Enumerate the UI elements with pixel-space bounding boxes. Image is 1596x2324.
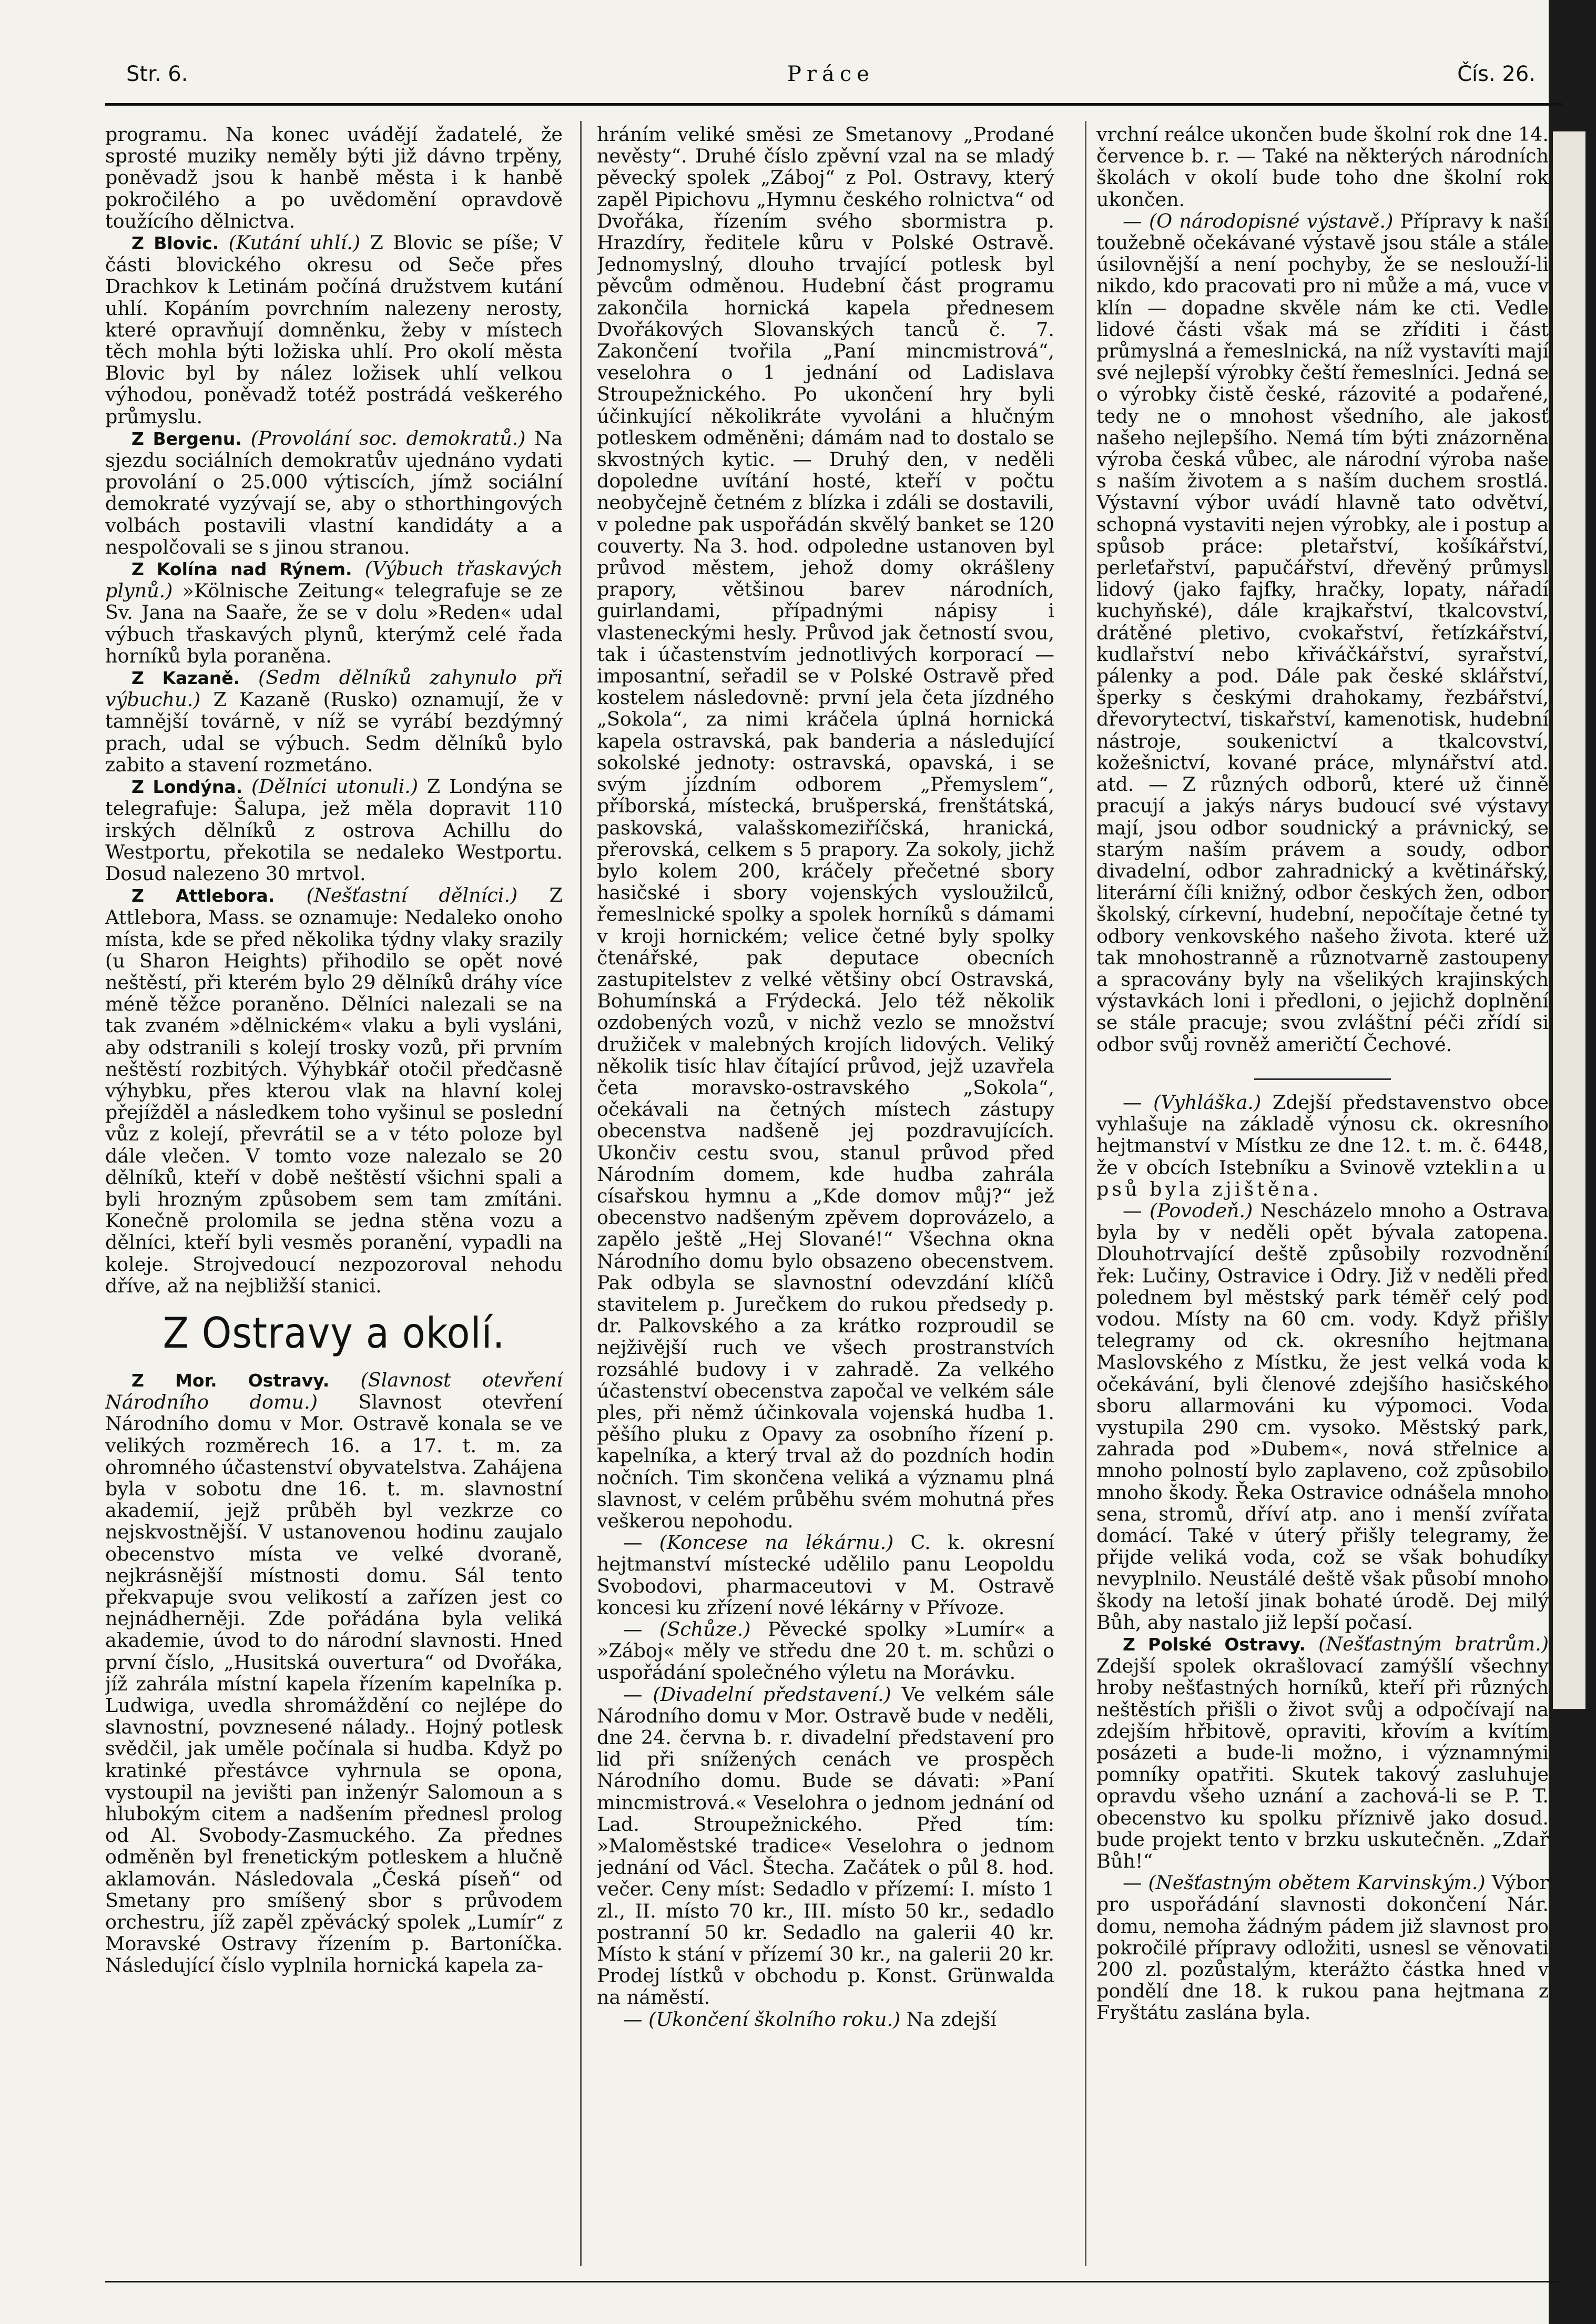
article-subheading: (Nešťastným bratrům.) [1318, 1633, 1549, 1656]
article-polska-ostrava [1096, 1633, 1549, 1872]
article-subheading: (Ukončení školního roku.) [648, 2007, 901, 2031]
column-2 [597, 124, 1054, 2258]
column-1 [105, 124, 563, 2258]
article-subheading: (Dělníci utonuli.) [251, 775, 419, 798]
footer-rule [105, 2281, 1562, 2282]
article-subheading: (Výbuch třaskavých plynů.) [105, 557, 563, 603]
issue-number: Čís. 26. [1457, 62, 1536, 86]
article-subheading: (Nešťastným obětem Karvinským.) [1148, 1871, 1486, 1894]
article-heading: Z Blovic. [131, 233, 219, 254]
section-title: Z Ostravy a okolí. [162, 1308, 505, 1358]
article-text: programu. Na konec uvádějí žadatelé, že sprosté muziky neměly býti již dávno trpěny, poněvadž jsou k hanbě města i k hanbě pokročilého a po uvědomění opravdově toužícího dělnictva. [105, 124, 563, 232]
article-body: Nescházelo mnoho a Ostrava byla by v neděli opět bývala zatopena. Dlouhotrvající deště způsobily rozvodnění řek: Lučiny, Ostravice i Odry. Již v neděli před polednem byl městský park téměř celý pod vodou. Místy na 60 cm. vody. Když přišly telegramy od ck. okresního hejtmana Maslovského z Místku, že jest velká voda k očekávání, byli členové zdejšího hasičského sboru allarmováni ku výpomoci. Voda vystupila 290 cm. vysoko. Městský park, zahrada pod »Dubem«, nová střelnice a mnoho polností bylo zaplaveno, což způsobilo mnoho škody. Řeka Ostravice odnášela mnoho sena, stromů, dříví atp. ano i menší zvířata domácí. Také v úterý přišly telegramy, že přijde veliká voda, což se však bohudíky nevyplnilo. Neustálé deště však působí mnoho škody na letoší jinak bohaté úrodě. Dej milý Bůh, aby nastalo již lepší počasí. [1096, 1199, 1549, 1634]
page-edge [1549, 0, 1596, 2324]
article-body-spaced: ina u psů byla zjištěna. [1096, 1156, 1549, 1200]
article-text: hráním veliké směsi ze Smetanovy „Prodané nevěsty“. Druhé číslo zpěvní vzal na se mladý pěvecký spolek „Záboj“ z Pol. Ostravy, který zapěl Pipichovu „Hymnu českého rolnictva“ od Dvořáka, řízením svého sbormistra p. Hrazdíry, ředitele kůru v Polské Ostravě. Jednomyslný, dlouho trvající potlesk byl pěvcům odměnou. Hudební část programu zakončila hornická kapela přednesem Dvořákových Slovanských tanců č. 7. Zakončení tvořila „Paní mincmistrová“, veselohra o 1 jednání od Ladislava Stroupežnického. Po ukončení hry byli účinkující několikráte vyvoláni a hlučným potleskem odměněni; dámám nad to dostalo se skvostných kytic. — Druhý den, v neděli dopoledne uvítání hosté, kteří v počtu neobyčejně četném z blízka i zdáli se dostavili, v poledne pak uspořádán skvělý banket se 120 couverty. Na 3. hod. odpoledne ustanoven byl průvod městem, jehož domy okrášleny prapory, většinou barev národních, guirlandami, případnými nápisy i vlasteneckými hesly. Průvod jak četností svou, tak i účastenstvím jednotlivých korporací — imposantní, seřadil se v Polské Ostravě před kostelem následovně: první jela četa jízdného „Sokola“, za nimi kráčela úplná hornická kapela ostravská, pak banderia a následující sokolské jednoty: ostravská, opavská, i se svým jízdním odborem „Přemyslem“, příborská, místecká, brušperská, frenštátská, paskovská, valašskomeziříčská, hranická, přerovská, celkem s 5 prapory. Za sokoly, jichž bylo kolem 200, kráčely přečetné sbory hasičské i sbory vojenských vysloužilců, řemeslnické spolky a spolek horníků s dámami v kroji hornickém; velice četné byly spolky čtenářské, pak deputace obecních zastupitelstev z velké většiny obcí Ostravská, Bohumínská a Frýdecká. Jelo též několik ozdobených vozů, v nichž vezlo se množství družiček v malebných krojích lidových. Veliký několik tisíc hlav čítající průvod, jejž uzavřela četa moravsko-ostravského „Sokola“, očekávali na četných místech zástupy obecenstva nadšeně jej pozdravujících. Ukončiv cestu svou, stanul průvod před Národním domem, kde hudba zahrála císařskou hymnu a „Kde domov můj?“ jež obecenstvo nadšeným zpěvem doprovázelo, a zapělo ještě „Hej Slované!“ Všechna okna Národního domu bylo obsazeno obecenstvem. Pak odbyla se slavnostní odevzdání klíčů stavitelem p. Jurečkem do rukou předsedy p. dr. Palkovského a za krátko rozproudil se nejživější ruch ve všech prostranstvích rozsáhlé budovy i v zahradě. Za velkého účastenství obecenstva započal ve velkém sále ples, při němž účinkovala vojenská hudba 1. pěšího pluku z Opavy za osobního řízení p. kapelníka, a který trval až do pozdních hodin nočních. Tim skončena veliká a významu plná slavnost, v celém průběhu svém mohutná přes veškerou nepohodu. [597, 124, 1054, 1532]
article-body: Na zdejší [900, 2007, 997, 2031]
article-body: Z Londýna se telegrafuje: Šalupa, jež měla dopravit 110 irských dělníků z ostrova Achillu do Westportu, překotila se nedaleko Westportu. Dosud nalezeno 30 mrtvol. [105, 775, 563, 885]
column-separator [1085, 121, 1086, 2266]
article-body: Z Kazaně (Rusko) oznamují, že v tamnější továrně, v níž se vyrábí bezdýmný prach, udal se výbuch. Sedm dělníků bylo zabito a stavení rozmetáno. [105, 688, 563, 776]
article-body: Slavnost otevření Národního domu v Mor. Ostravě konala se ve velikých rozměrech 16. a 17. t. m. za ohromného účastenství obyvatelstva. Zahájena byla v sobotu dne 16. t. m. slavnostní akademií, jejž průběh byl vezkrze co nejskvostnější. V ustanovenou hodinu zaujalo obecenstvo místa ve velké dvoraně, nejkrásnější místnosti domu. Sál tento překvapuje svou velikostí a zařízen jest co nejnádherněji. Zde pořádána byla veliká akademie, úvod to do národní slavnosti. Hned první číslo, „Husitská ouvertura“ od Dvořáka, jíž zahrála místní kapela řízením kapelníka p. Ludwiga, uvedla shromáždění co nejlépe do slavnostní, povznesené nálady.. Hojný potlesk svědčil, jak uměle počínala si hudba. Když po kratinké přestávce vyhrnula se opona, vystoupil na jevišti pan inženýr Salomoun a s hlubokým citem a nadšením přednesl prolog od Al. Svobody-Zasmuckého. Za přednes odměněn byl frenetickým potleskem a hlučně aklamován. Následovala „Česká píseň“ od Smetany pro smíšený sbor s průvodem orchestru, jíž zapěl zpěvácký spolek „Lumír“ z Moravské Ostravy řízením p. Bartoníčka. Následující číslo vyplnila hornická kapela za- [105, 1391, 563, 1977]
article-body: Zdejší spolek okrašlovací zamýšlí všechny hroby nešťastných horníků, kteří při různých neštěstích přišli o život svůj a odpočívají na zdejším hřbitově, opraviti, křovím a kvítím posázeti a bude-li možno, i významnými pomníky opatřiti. Skutek takový zasluhuje opravdu všeho uznání a zachová-li se P. T. obecenstvo ku spolku příznivě jako dosud. bude projekt tento v brzku uskutečněn. „Zdař Bůh!“ [1096, 1655, 1549, 1873]
header-rule [105, 103, 1562, 106]
article-heading: Z Polské Ostravy. [1123, 1634, 1306, 1655]
article-heading: Z Kolína nad Rýnem. [131, 559, 352, 580]
article-blovic [105, 232, 563, 427]
article-subheading: (Sedm dělníků zahynulo při výbuchu.) [105, 666, 563, 711]
article-subheading: (Koncese na lékárnu.) [659, 1531, 894, 1554]
page-number: Str. 6. [126, 62, 188, 86]
article-text: vrchní reálce ukončen bude školní rok dne 14. července b. r. — Také na některých národních školách v okolí bude toho dne školní rok ukončen. [1096, 124, 1549, 211]
separator-rule [1096, 1063, 1549, 1084]
article-london [105, 776, 563, 884]
article-subheading: (Nešťastní dělníci.) [306, 884, 518, 907]
article-heading: Z Bergenu. [131, 428, 242, 449]
article-mor-ostrava [105, 1369, 563, 1976]
newspaper-title: Práce [787, 62, 875, 86]
column-separator [580, 121, 582, 2266]
article-attleboro [105, 884, 563, 1297]
column-3 [1096, 124, 1549, 2258]
article-subheading: (O národopisné výstavě.) [1148, 209, 1394, 232]
article-karvina: — (Nešťastným obětem Karvinským.) Výbor pro uspořádání slavnosti dokončení Nár. domu, nemoha žádným pádem již slavnost pro pokročilé přípravy odložiti, usnesl se věnovati 200 zl. pozůstalým, kterážto částka hned v pondělí dne 18. k rukou pana hejtmana z Fryštátu zaslána byla. [1096, 1871, 1549, 2024]
article-ukonceni: — (Ukončení školního roku.) Na zdejší [623, 2007, 997, 2031]
article-body: Pěvecké spolky »Lumír« a »Záboj« měly ve středu dne 20 t. m. schůzi o uspořádání společného výletu na Morávku. [597, 1618, 1054, 1684]
article-vyhlaska: — (Vyhláška.) Zdejší představenstvo obce vyhlašuje na základě výnosu ck. okresního hejtmanství v Místku ze dne 12. t. m. č. 6448, že v obcích Istebníku a Svinově vzteklina u psů byla zjištěna. [1096, 1090, 1549, 1200]
article-subheading: (Provolání soc. demokratů.) [250, 426, 526, 450]
article-bergen [105, 427, 563, 558]
article-povoden: — (Povodeň.) Nescházelo mnoho a Ostrava byla by v neděli opět bývala zatopena. Dlouhotrvající deště způsobily rozvodnění řek: Lučiny, Ostravice i Odry. Již v neděli před polednem byl městský park téměř celý pod vodou. Místy na 60 cm. vody. Když přišly telegramy od ck. okresního hejtmana Maslovského z Místku, že jest velká voda k očekávání, byli členové zdejšího hasičského sboru allarmováni ku výpomoci. Voda vystupila 290 cm. vysoko. Městský park, zahrada pod »Dubem«, nová střelnice a mnoho polností bylo zaplaveno, což způsobilo mnoho škody. Řeka Ostravice odnášela mnoho sena, stromů, dříví atp. ano i menší zvířata domácí. Také v úterý přišly telegramy, že přijde veliká voda, což se však bohudíky nevyplnilo. Neustálé deště však působí mnoho škody na letoší jinak bohaté úrodě. Dej milý Bůh, aby nastalo již lepší počasí. [1096, 1199, 1549, 1634]
article-body: Z Attlebora, Mass. se oznamuje: Nedaleko onoho místa, kde se před několika týdny vlaky srazily (u Sharon Heights) přihodilo se opět nové neštěstí, při kterém bylo 29 dělníků dráhy více méně těžce poraněno. Dělníci nalezali se na tak zvaném »dělnickém« vlaku a byli vysláni, aby odstranili s kolejí trosky vozů, při prvním neštěstí rozbitých. Výhybkář otočil předčasně výhybku, přes kterou vlak na hlavní kolej přejížděl a následkem toho vyšinul se poslední vůz z kolejí, převrátil se a v této poloze byl dále vlečen. V tomto voze nalezalo se 20 dělníků, kteří v době neštěstí všichni spali a byli hrozným způsobem sem tam zmítáni. Konečně prolomila se jedna stěna vozu a dělníci, kteří byli vesměs poranění, vypadli na koleje. Strojvedoucí nezpozoroval nehodu dříve, až na nejbližší stanici. [105, 884, 563, 1297]
article-subheading: (Schůze.) [659, 1618, 751, 1641]
article-heading: Z Mor. Ostravy. [131, 1370, 330, 1391]
article-heading: Z Londýna. [131, 777, 243, 798]
article-kazan [105, 667, 563, 776]
article-subheading: (Vyhláška.) [1153, 1090, 1262, 1114]
article-subheading: (Divadelní představení.) [653, 1683, 891, 1706]
article-heading: Z Attlebora. [131, 885, 275, 906]
article-subheading: (Kutání uhlí.) [228, 231, 361, 254]
article-body: Přípravy k naší toužebně očekávané výstavě jsou stále a stále úsilovnější a není pochyby, že se neslouží-li nikdo, kdo pracovati pro ni může a má, vuce v klín — dopadne skvěle nám ke cti. Vedle lidové části však má se zříditi i část průmyslná a řemeslnická, na níž vystavíti mají své nejlepší výrobky čeští řemeslníci. Jedná se o výrobky čistě české, rázovité a podařené, tedy ne o mnohost všedního, ale jakosť našeho nejlepšího. Nemá tím býti znázorněna výroba česká vůbec, ale národní výroba naše s naším životem a s naším duchem srostlá. Výstavní výbor uvádí hlavně tato odvětví, schopná vystaviti nejen výrobky, ale i postup a spůsob práce: pletařství, košíkářství, perleťařství, papučářství, dřevěný průmysl lidový (jako fajfky, hračky, lopaty, nářadí kuchyňské), dále krajkařství, tkalcovství, drátěné pletivo, cvokařství, řetízkářství, kudlařství nebo křiváčkářství, syrařství, pálenky a pod. Dále pak české sklářství, šperky s českými drahokamy, řezbářství, dřevorytectví, tiskařství, kamenotisk, hudební nástroje, soukenictví a tkalcovství, kožešnictví, kované práce, mlynářství atd. atd. — Z různých odborů, které už činně pracují a jakýs nárys budoucí své výstavy mají, jsou odbor soudnický a právnický, se starým naším právem a soudy, odbor divadelní, odbor zahradnický a květinářský, literární číli knižný, odbor českých žen, odbor školský, církevní, hudební, nepočítaje četné ty odbory venkovského našeho života. které už tak mnohostranně a různotvarně zastoupeny a spracovány byly na všelikých krajinských výstavkách loni i předloni, o jejichž doplnění se stále pracuje; svou zvláštní péči zřídí si odbor svůj rovněž američtí Čechové. [1096, 209, 1549, 1056]
article-body: Zdejší představenstvo obce vyhlašuje na základě výnosu ck. okresního hejtmanství v Místku ze dne 12. t. m. č. 6448, že v obcích Istebníku a Svinově vztekl [1096, 1090, 1549, 1179]
article-body: »Kölnische Zeitung« telegrafuje se ze Sv. Jana na Saaře, že se v dolu »Reden« udal výbuch třaskavých plynů, kterýmž celé řada horníků byla poraněna. [105, 579, 563, 667]
article-narodopisna: — (O národopisné výstavě.) Přípravy k naší toužebně očekávané výstavě jsou stále a stále úsilovnější a není pochyby, že se neslouží-li nikdo, kdo pracovati pro ni může a má, vuce v klín — dopadne skvěle nám ke cti. Vedle lidové části však má se zříditi i část průmyslná a řemeslnická, na níž vystavíti mají své nejlepší výrobky čeští řemeslníci. Jedná se o výrobky čistě české, rázovité a podařené, tedy ne o mnohost všedního, ale jakosť našeho nejlepšího. Nemá tím býti znázorněna výroba česká vůbec, ale národní výroba naše s naším životem a s naším duchem srostlá. Výstavní výbor uvádí hlavně tato odvětví, schopná vystaviti nejen výrobky, ale i postup a spůsob práce: pletařství, košíkářství, perleťařství, papučářství, dřevěný průmysl lidový (jako fajfky, hračky, lopaty, nářadí kuchyňské), dále krajkařství, tkalcovství, drátěné pletivo, cvokařství, řetízkářství, kudlařství nebo křiváčkářství, syrařství, pálenky a pod. Dále pak české sklářství, šperky s českými drahokamy, řezbářství, dřevorytectví, tiskařství, kamenotisk, hudební nástroje, soukenictví a tkalcovství, kožešnictví, kované práce, mlynářství atd. atd. — Z různých odborů, které už činně pracují a jakýs nárys budoucí své výstavy mají, jsou odbor soudnický a právnický, se starým naším právem a soudy, odbor divadelní, odbor zahradnický a květinářský, literární číli knižný, odbor českých žen, odbor školský, církevní, hudební, nepočítaje četné ty odbory venkovského našeho života. které už tak mnohostranně a různotvarně zastoupeny a spracovány byly na všelikých krajinských výstavkách loni i předloni, o jejichž doplnění se stále pracuje; svou zvláštní péči zřídí si odbor svůj rovněž američtí Čechové. [1096, 209, 1549, 1056]
article-kolin [105, 558, 563, 667]
article-body: Výbor pro uspořádání slavnosti dokončení Nár. domu, nemoha žádným pádem již slavnost pro pokročilé přípravy odložiti, usnesl se věnovati 200 zl. pozůstalým, kterážto částka hned v pondělí dne 18. k rukou pana hejtmana z Fryštátu zaslána byla. [1096, 1871, 1549, 2024]
article-divadlo: — (Divadelní představení.) Ve velkém sále Národního domu v Mor. Ostravě bude v neděli, dne 24. června b. r. divadelní představení pro lid při snížených cenách ve prospěch Národního domu. Bude se dávati: »Paní mincmistrová.« Veselohra o jednom jednání od Lad. Stroupežnického. Před tím: »Maloměstské tradice« Veselohra o jednom jednání od Václ. Štecha. Začátek o půl 8. hod. večer. Ceny míst: Sedadlo v přízemí: I. místo 1 zl., II. místo 70 kr., III. místo 50 kr., sedadlo postranní 50 kr. Sedadlo na galerii 40 kr. Místo k stání v přízemí 30 kr., na galerii 20 kr. Prodej lístků v obchodu p. Konst. Grünwalda na náměstí. [597, 1683, 1054, 2009]
article-schuze: — (Schůze.) Pěvecké spolky »Lumír« a »Záboj« měly ve středu dne 20 t. m. schůzi o uspořádání společného výletu na Morávku. [597, 1618, 1054, 1684]
page-header [126, 62, 1536, 99]
article-body: Ve velkém sále Národního domu v Mor. Ostravě bude v neděli, dne 24. června b. r. divadelní představení pro lid při snížených cenách ve prospěch Národního domu. Bude se dávati: »Paní mincmistrová.« Veselohra o jednom jednání od Lad. Stroupežnického. Před tím: »Maloměstské tradice« Veselohra o jednom jednání od Václ. Štecha. Začátek o půl 8. hod. večer. Ceny míst: Sedadlo v přízemí: I. místo 1 zl., II. místo 70 kr., III. místo 50 kr., sedadlo postranní 50 kr. Sedadlo na galerii 40 kr. Místo k stání v přízemí 30 kr., na galerii 20 kr. Prodej lístků v obchodu p. Konst. Grünwalda na náměstí. [597, 1683, 1054, 2009]
article-koncese: — (Koncese na lékárnu.) C. k. okresní hejtmanství místecké udělilo panu Leopoldu Svobodovi, pharmaceutovi v M. Ostravě koncesi ku zřízení nové lékárny v Přívoze. [597, 1531, 1054, 1619]
article-subheading: (Povodeň.) [1150, 1199, 1253, 1222]
article-body: C. k. okresní hejtmanství místecké udělilo panu Leopoldu Svobodovi, pharmaceutovi v M. Ostravě koncesi ku zřízení nové lékárny v Přívoze. [597, 1531, 1054, 1619]
article-subheading: (Slavnost otevření Národního domu.) [105, 1368, 563, 1414]
article-heading: Z Kazaně. [131, 668, 240, 689]
article-body: Z Blovic se píše; V části blovického okresu od Seče přes Drachkov k Letinám počíná družstvem kutání uhlí. Kopáním povrchním nalezeny nerosty, které opravňují domněnku, žeby v místech těch mohla býti ložiska uhlí. Pro okolí města Blovic byl by nález ložisek uhlí velkou výhodou, poněvadž totéž postrádá veškerého průmyslu. [105, 231, 563, 428]
article-body: Na sjezdu sociálních demokratův ujednáno vydati provolání o 25.000 výtiscích, jímž sociální demokraté vyzývají se, aby o sthorthingových volbách postavili vlastní kandidáty a a nespolčovali se s jinou stranou. [105, 426, 563, 558]
